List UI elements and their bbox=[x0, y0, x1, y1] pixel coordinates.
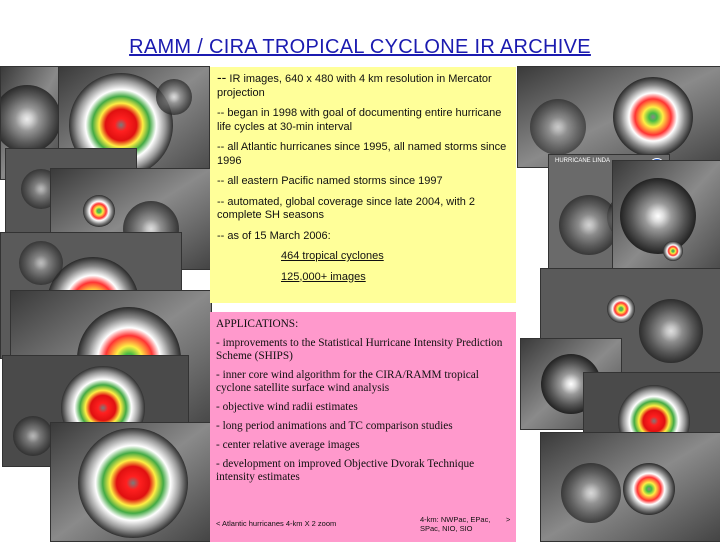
image-header: HURRICANE LINDA bbox=[555, 158, 611, 164]
archive-summary-box bbox=[210, 67, 516, 303]
lead-dash: -- bbox=[217, 69, 227, 85]
satellite-image bbox=[517, 66, 720, 168]
page-title: RAMM / CIRA TROPICAL CYCLONE IR ARCHIVE bbox=[129, 36, 591, 58]
caption-left: < Atlantic hurricanes 4-km X 2 zoom bbox=[216, 519, 337, 528]
application-item: - long period animations and TC comparison studies bbox=[216, 420, 453, 432]
applications-box bbox=[210, 312, 516, 542]
application-item: - development on improved Objective Dvorak Technique intensity estimates bbox=[216, 458, 475, 483]
caption-right: 4-km: NWPac, EPac, SPac, NIO, SIO bbox=[420, 515, 491, 533]
summary-item-text: IR images, 640 x 480 with 4 km resolution in Mercator projection bbox=[217, 73, 492, 99]
application-item: - objective wind radii estimates bbox=[216, 401, 358, 413]
application-item: - center relative average images bbox=[216, 439, 360, 451]
summary-item: -- as of 15 March 2006: bbox=[217, 229, 331, 242]
summary-item: -- all eastern Pacific named storms since 1997 bbox=[217, 175, 443, 187]
caption-right-arrow: > bbox=[506, 515, 511, 524]
stat-cyclones: 464 tropical cyclones bbox=[281, 250, 384, 262]
satellite-image bbox=[612, 160, 720, 282]
satellite-image bbox=[540, 432, 720, 542]
summary-item: -- automated, global coverage since late 2004, with 2 complete SH seasons bbox=[217, 195, 476, 221]
application-item: - improvements to the Statistical Hurricane Intensity Prediction Scheme (SHIPS) bbox=[216, 337, 503, 362]
summary-item: -- all Atlantic hurricanes since 1995, all named storms since 1996 bbox=[217, 141, 507, 167]
application-item: - inner core wind algorithm for the CIRA/RAMM tropical cyclone satellite surface wind analysis bbox=[216, 369, 479, 394]
applications-heading: APPLICATIONS: bbox=[216, 318, 299, 330]
stat-images: 125,000+ images bbox=[281, 270, 366, 283]
satellite-image bbox=[50, 422, 212, 542]
summary-item bbox=[217, 71, 508, 100]
summary-item: -- began in 1998 with goal of documenting entire hurricane life cycles at 30-min interval bbox=[217, 107, 502, 133]
